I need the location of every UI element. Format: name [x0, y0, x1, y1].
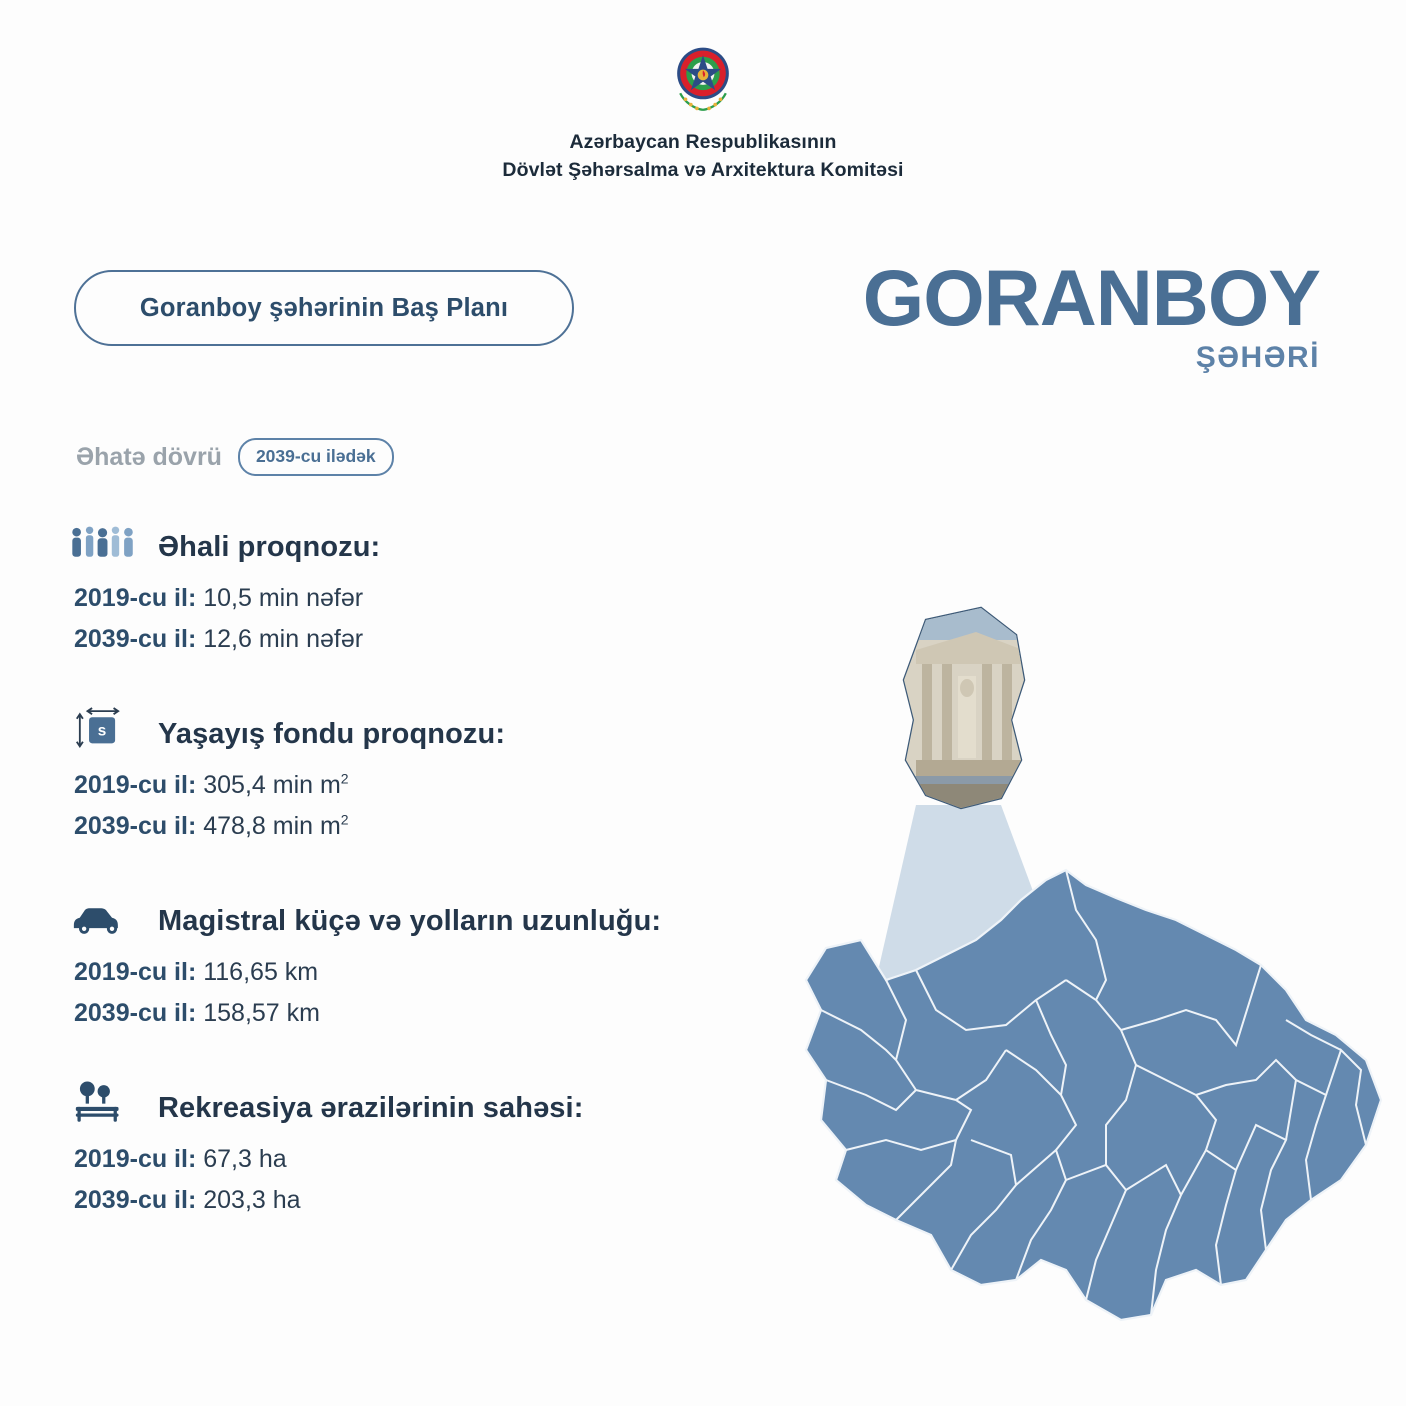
stat-title: Magistral küçə və yolların uzunluğu: — [158, 905, 662, 937]
stat-title: Əhali proqnozu: — [158, 531, 381, 563]
org-line-2: Dövlət Şəhərsalma və Arxitektura Komitəsi — [502, 159, 904, 182]
stat-block-population — [68, 518, 828, 659]
azerbaijan-districts-map — [766, 580, 1396, 1370]
people-group-icon — [68, 518, 142, 564]
stat-value: 12,6 min nəfər — [203, 624, 364, 653]
stat-value: 67,3 ha — [203, 1145, 287, 1173]
stat-unit-exponent: 2 — [340, 770, 349, 787]
stat-value: 10,5 min nəfər — [203, 584, 364, 612]
park-bench-trees-icon — [68, 1079, 142, 1125]
stat-year-label: 2039-cu il: — [74, 1185, 197, 1214]
stat-row — [68, 765, 828, 806]
stat-block-housing-fund — [68, 705, 828, 846]
stat-value: 305,4 min m — [203, 771, 341, 799]
azerbaijan-state-emblem-icon — [665, 40, 741, 116]
stat-header — [68, 892, 828, 938]
stat-unit-exponent: 2 — [340, 811, 349, 828]
org-line-1: Azərbaycan Respublikasının — [569, 131, 837, 153]
area-measure-icon — [68, 705, 142, 751]
stat-header — [68, 1079, 828, 1125]
plan-title-label: Goranboy şəhərinin Baş Planı — [139, 293, 509, 322]
stat-value: 158,57 km — [203, 998, 320, 1027]
header — [0, 40, 1406, 185]
svg-text:s: s — [97, 722, 107, 740]
stat-header — [68, 518, 828, 564]
car-icon — [68, 892, 142, 938]
stat-year-label: 2019-cu il: — [74, 584, 197, 612]
stat-year-label: 2039-cu il: — [74, 624, 197, 653]
stat-year-label: 2039-cu il: — [74, 998, 197, 1027]
stat-title: Rekreasiya ərazilərinin sahəsi: — [158, 1092, 584, 1124]
stat-year-label: 2019-cu il: — [74, 1145, 197, 1173]
coverage-period-label: Əhatə dövrü — [76, 442, 222, 471]
stat-row — [68, 806, 828, 847]
stat-title: Yaşayış fondu proqnozu: — [158, 718, 506, 750]
stat-block-roads — [68, 892, 828, 1033]
stat-row — [68, 578, 828, 619]
city-suffix-text: ŞƏHƏRİ — [1195, 340, 1320, 374]
stat-row — [68, 952, 828, 993]
stat-year-label: 2019-cu il: — [74, 771, 197, 799]
city-name-text: GORANBOY — [862, 253, 1320, 342]
plan-title-pill — [74, 270, 574, 346]
city-title — [862, 253, 1320, 375]
stat-year-label: 2019-cu il: — [74, 958, 197, 986]
stat-value: 203,3 ha — [203, 1185, 301, 1214]
coverage-period-value: 2039-cu ilədək — [238, 438, 394, 476]
stat-value: 116,65 km — [203, 958, 319, 986]
stat-year-label: 2039-cu il: — [74, 811, 197, 840]
organization-name — [502, 128, 903, 185]
stat-header — [68, 705, 828, 751]
stat-row — [68, 1180, 828, 1221]
stat-row — [68, 1139, 828, 1180]
stat-row — [68, 993, 828, 1034]
stat-row — [68, 619, 828, 660]
stat-block-recreation — [68, 1079, 828, 1220]
coverage-period — [76, 438, 394, 476]
statistics-list — [68, 518, 828, 1220]
stat-value: 478,8 min m — [203, 811, 341, 840]
